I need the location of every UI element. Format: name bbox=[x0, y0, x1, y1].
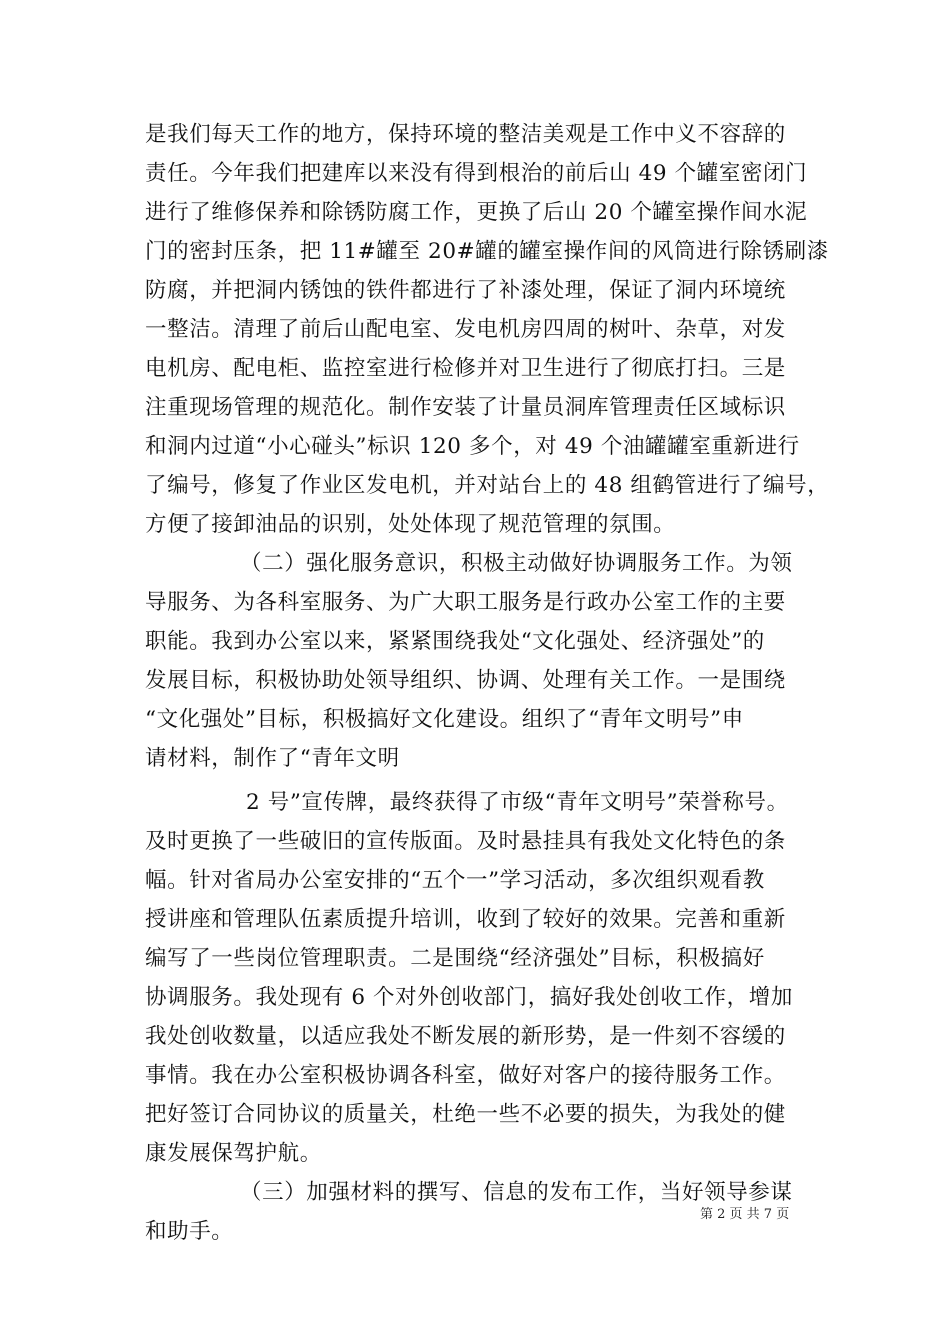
text-line-25: 事情。我在办公室积极协调各科室，做好对客户的接待服务工作。 bbox=[145, 1063, 786, 1088]
text-line-22: 编写了一些岗位管理职责。二是围绕“经济强处”目标，积极搞好 bbox=[145, 946, 765, 971]
text-line-26: 把好签订合同协议的质量关，杜绝一些不必要的损失，为我处的健 bbox=[145, 1102, 786, 1127]
text-line-27: 康发展保驾护航。 bbox=[145, 1141, 322, 1166]
page-number-footer: 第 2 页 共 7 页 bbox=[700, 1207, 790, 1222]
text-line-19: 及时更换了一些破旧的宣传版面。及时悬挂具有我处文化特色的条 bbox=[145, 829, 786, 854]
text-line-3: 进行了维修保养和除锈防腐工作，更换了后山 20 个罐室操作间水泥 bbox=[145, 200, 808, 225]
text-line-17: 请材料，制作了“青年文明 bbox=[145, 746, 400, 771]
text-line-23: 协调服务。我处现有 6 个对外创收部门，搞好我处创收工作，增加 bbox=[145, 985, 793, 1010]
text-line-18: 2 号”宣传牌，最终获得了市级“青年文明号”荣誉称号。 bbox=[246, 790, 789, 815]
section-heading-2: （二）强化服务意识，积极主动做好协调服务工作。为领 bbox=[240, 551, 793, 576]
text-line-16: “文化强处”目标，积极搞好文化建设。组织了“青年文明号”申 bbox=[145, 707, 744, 732]
text-line-1: 是我们每天工作的地方，保持环境的整洁美观是工作中义不容辞的 bbox=[145, 122, 786, 147]
text-line-5: 防腐，并把洞内锈蚀的铁件都进行了补漆处理，保证了洞内环境统 bbox=[145, 278, 786, 303]
text-line-10: 了编号，修复了作业区发电机，并对站台上的 48 组鹤管进行了编号， bbox=[145, 473, 830, 498]
text-line-7: 电机房、配电柜、监控室进行检修并对卫生进行了彻底打扫。三是 bbox=[145, 356, 786, 381]
text-line-21: 授讲座和管理队伍素质提升培训，收到了较好的效果。完善和重新 bbox=[145, 907, 786, 932]
text-line-6: 一整洁。清理了前后山配电室、发电机房四周的树叶、杂草，对发 bbox=[145, 317, 786, 342]
section-heading-3: （三）加强材料的撰写、信息的发布工作，当好领导参谋 bbox=[240, 1180, 793, 1205]
text-line-2: 责任。今年我们把建库以来没有得到根治的前后山 49 个罐室密闭门 bbox=[145, 161, 808, 186]
text-line-8: 注重现场管理的规范化。制作安装了计量员洞库管理责任区域标识 bbox=[145, 395, 786, 420]
text-line-29: 和助手。 bbox=[145, 1219, 234, 1244]
text-line-24: 我处创收数量，以适应我处不断发展的新形势，是一件刻不容缓的 bbox=[145, 1024, 786, 1049]
text-line-15: 发展目标，积极协助处领导组织、协调、处理有关工作。一是围绕 bbox=[145, 668, 786, 693]
text-line-20: 幅。针对省局办公室安排的“五个一”学习活动，多次组织观看教 bbox=[145, 868, 765, 893]
text-line-11: 方便了接卸油品的识别，处处体现了规范管理的氛围。 bbox=[145, 512, 676, 537]
text-line-14: 职能。我到办公室以来，紧紧围绕我处“文化强处、经济强处”的 bbox=[145, 629, 765, 654]
text-line-4: 门的密封压条，把 11#罐至 20#罐的罐室操作间的风筒进行除锈刷漆 bbox=[145, 239, 829, 264]
text-line-9: 和洞内过道“小心碰头”标识 120 多个，对 49 个油罐罐室重新进行 bbox=[145, 434, 800, 459]
text-line-13: 导服务、为各科室服务、为广大职工服务是行政办公室工作的主要 bbox=[145, 590, 786, 615]
